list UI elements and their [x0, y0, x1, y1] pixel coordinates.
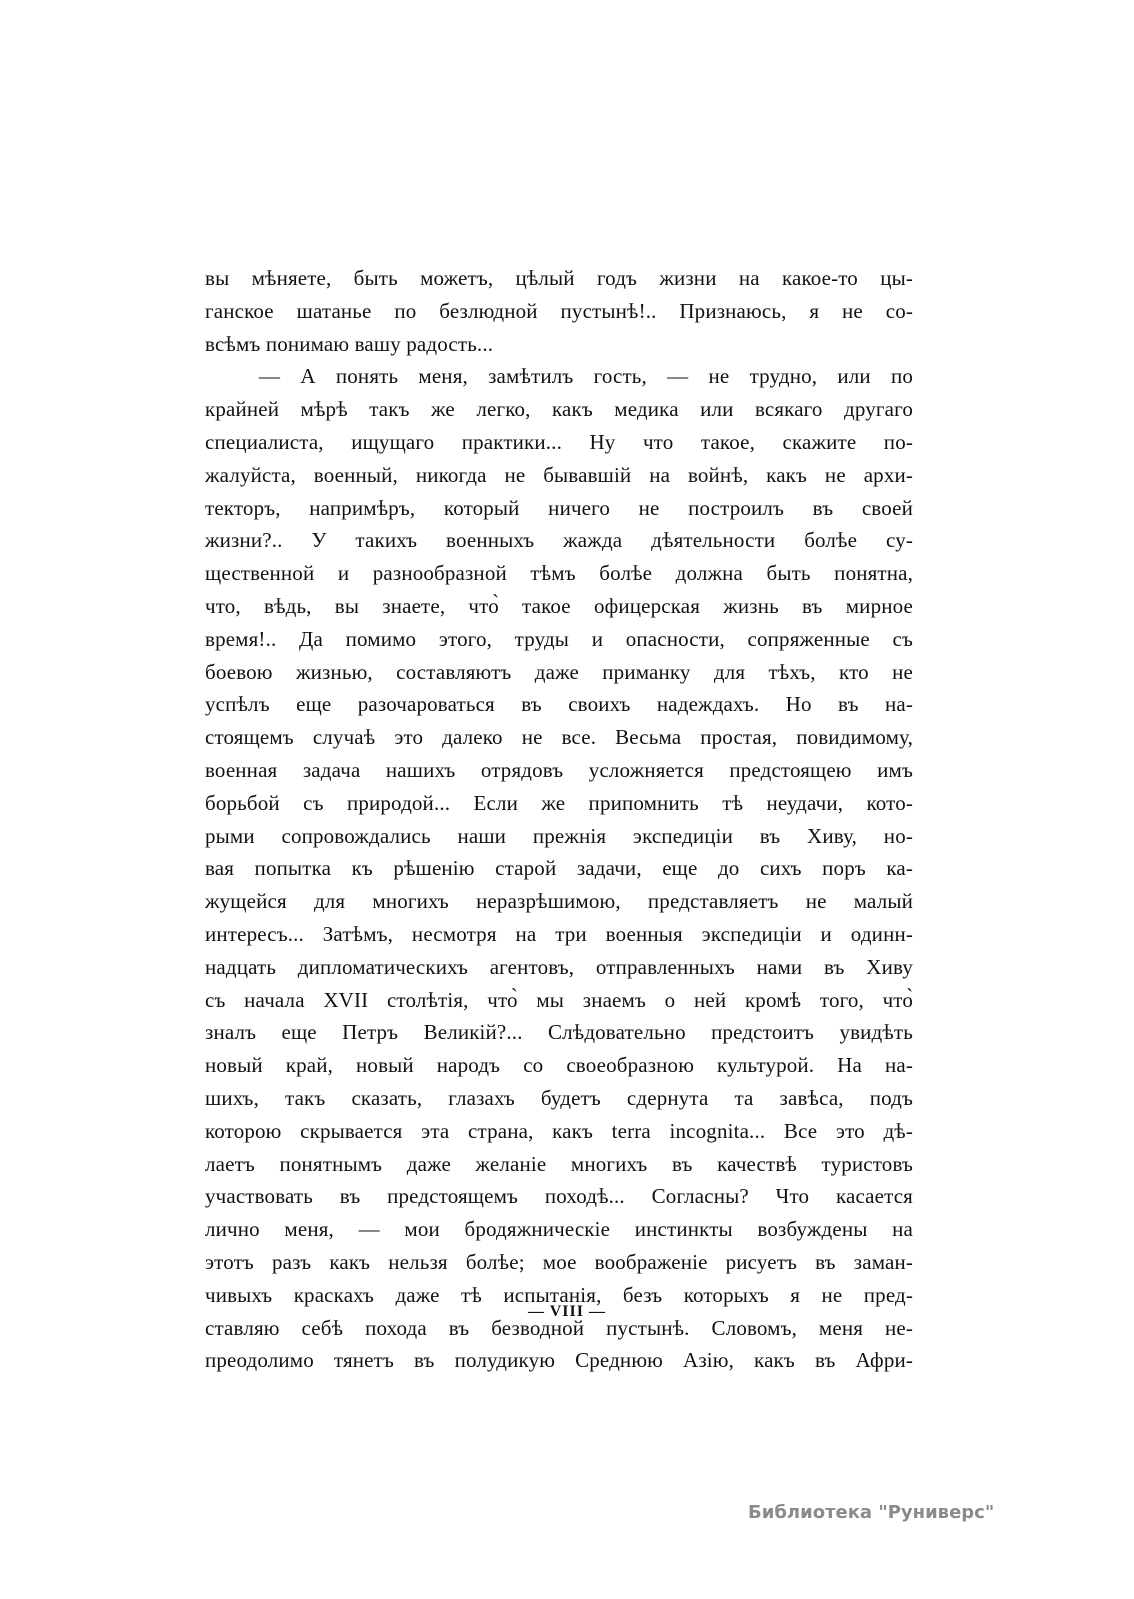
text-line: шихъ, такъ сказать, глазахъ будетъ сдернута та завѣса, подъ	[205, 1085, 913, 1110]
text-line: интересъ... Затѣмъ, несмотря на три военныя экспедиціи и одинн-	[205, 921, 913, 946]
text-line: боевою жизнью, составляютъ даже приманку для тѣхъ, кто не	[205, 659, 913, 684]
body-text	[205, 262, 913, 1377]
text-line: ганское шатанье по безлюдной пустынѣ!.. Признаюсь, я не со-	[205, 298, 913, 323]
paragraph-start-line: — А понять меня, замѣтилъ гость, — не трудно, или по	[259, 364, 913, 389]
text-line: жизни?.. У такихъ военныхъ жажда дѣятельности болѣе су-	[205, 528, 913, 553]
text-line: новый край, новый народъ со своеобразною культурой. На на-	[205, 1053, 913, 1078]
text-line: чивыхъ краскахъ даже тѣ испытанія, безъ которыхъ я не пред-	[205, 1282, 913, 1307]
text-line: жущейся для многихъ неразрѣшимою, представляетъ не малый	[205, 889, 913, 914]
text-line: вая попытка къ рѣшенію старой задачи, еще до сихъ поръ ка-	[205, 856, 913, 881]
text-line: стоящемъ случаѣ это далеко не все. Весьма простая, повидимому,	[205, 725, 913, 750]
text-line: участвовать въ предстоящемъ походѣ... Согласны? Что касается	[205, 1184, 913, 1209]
text-line: вы мѣняете, быть можетъ, цѣлый годъ жизни на какое-то цы-	[205, 266, 913, 290]
text-line: жалуйста, военный, никогда не бывавшій на войнѣ, какъ не архи-	[205, 462, 913, 487]
text-line: успѣлъ еще разочароваться въ своихъ надеждахъ. Но въ на-	[205, 692, 913, 717]
text-line: лично меня, — мои бродяжническіе инстинкты возбуждены на	[205, 1217, 913, 1242]
text-line: рыми сопровождались наши прежнія экспедиціи въ Хиву, но-	[205, 823, 913, 848]
text-line: крайней мѣрѣ такъ же легко, какъ медика или всякаго другаго	[205, 397, 913, 422]
page-number: — VIII —	[528, 1303, 606, 1320]
text-line: время!.. Да помимо этого, труды и опасности, сопряженные съ	[205, 626, 913, 651]
text-line: надцать дипломатическихъ агентовъ, отправленныхъ нами въ Хиву	[205, 954, 913, 979]
text-line: что, вѣдь, вы знаете, что̀ такое офицерская жизнь въ мирное	[205, 593, 913, 618]
text-line: текторъ, напримѣръ, который ничего не построилъ въ своей	[205, 495, 913, 520]
text-line: специалиста, ищущаго практики... Ну что такое, скажите по-	[205, 429, 913, 454]
library-watermark: Библиотека "Руниверс"	[748, 1502, 995, 1523]
text-line: борьбой съ природой... Если же припомнить тѣ неудачи, кото-	[205, 790, 913, 815]
text-line: ставляю себѣ похода въ безводной пустынѣ. Словомъ, меня не-	[205, 1315, 913, 1340]
text-line: которою скрывается эта страна, какъ terra incognita... Все это дѣ-	[205, 1118, 913, 1143]
text-line: этотъ разъ какъ нельзя болѣе; мое воображеніе рисуетъ въ заман-	[205, 1249, 913, 1274]
text-line: лаетъ понятнымъ даже желаніе многихъ въ качествѣ туристовъ	[205, 1151, 913, 1176]
text-line: военная задача нашихъ отрядовъ усложняется предстоящею имъ	[205, 757, 913, 782]
text-line: преодолимо тянетъ въ полудикую Среднюю Азію, какъ въ Афри-	[205, 1348, 913, 1373]
text-line: зналъ еще Петръ Великій?... Слѣдовательно предстоитъ увидѣть	[205, 1020, 913, 1045]
text-line: съ начала XVII столѣтія, что̀ мы знаемъ о ней кромѣ того, что̀	[205, 987, 913, 1012]
text-line: всѣмъ понимаю вашу радость...	[205, 331, 494, 356]
text-line: щественной и разнообразной тѣмъ болѣе должна быть понятна,	[205, 561, 913, 586]
